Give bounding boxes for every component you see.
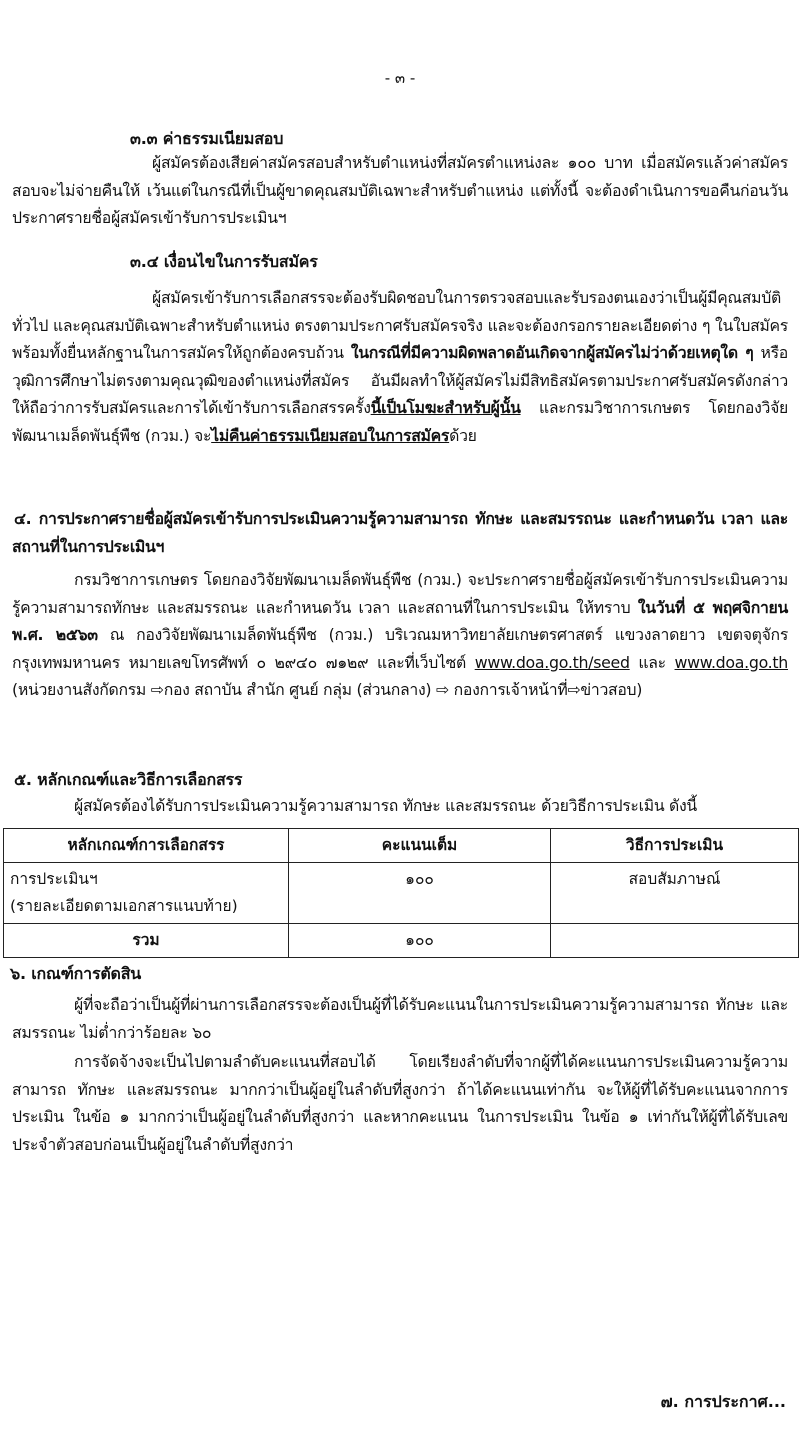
table-row — [4, 863, 799, 924]
link-doa[interactable]: www.doa.go.th — [674, 652, 789, 672]
link-doa-seed[interactable]: www.doa.go.th/seed — [474, 652, 630, 672]
section-3-4-text: ผู้สมัครเข้ารับการเลือกสรรจะต้องรับผิดชอบในการตรวจสอบและรับรองตนเองว่าเป็นผู้มีคุณสมบัติทั่วไป และคุณสมบัติเฉพาะสำหรับตำแหน่ง ตรงตามประกาศรับสมัครจริง และจะต้องกรอกรายละเอียดต่าง ๆ ในใบสมัคร พร้อมทั้งยื่นหลักฐานในการสมัครให้ถูกต้องครบถ้วน ในกรณีที่มีความผิดพลาดอันเกิดจากผู้สมัครไม่ว่าด้วยเหตุใด ๆ หรือวุฒิการศึกษาไม่ตรงตามคุณวุฒิของตำแหน่งที่สมัคร อันมีผลทำให้ผู้สมัครไม่มีสิทธิสมัครตามประกาศรับสมัครดังกล่าว ให้ถือว่าการรับสมัครและการได้เข้ารับการเลือกสรรครั้งนี้เป็นโมฆะสำหรับผู้นั้น และกรมวิชาการเกษตร โดยกองวิจัยพัฒนาเมล็ดพันธุ์พืช (กวม.) จะไม่คืนค่าธรรมเนียมสอบในการสมัครด้วย — [12, 288, 788, 445]
table-cell-score: ๑๐๐ — [289, 863, 551, 924]
table-cell-criteria: การประเมินฯ (รายละเอียดตามเอกสารแนบท้าย) — [4, 863, 289, 924]
section-3-3-heading: ๓.๓ ค่าธรรมเนียมสอบ — [130, 129, 284, 148]
next-section-continuation: ๗. การประกาศ... — [660, 1392, 786, 1411]
table-total-row — [4, 924, 799, 958]
section-3-3-text: ผู้สมัครต้องเสียค่าสมัครสอบสำหรับตำแหน่งที่สมัครตำแหน่งละ ๑๐๐ บาท เมื่อสมัครแล้วค่าสมัครสอบจะไม่จ่ายคืนให้ เว้นแต่ในกรณีที่เป็นผู้ขาดคุณสมบัติเฉพาะสำหรับตำแหน่ง แต่ทั้งนี้ จะต้องดำเนินการขอคืนก่อนวันประกาศรายชื่อผู้สมัครเข้ารับการประเมินฯ — [12, 153, 788, 227]
arrow-right-icon: ⇨ — [150, 680, 164, 699]
table-cell-method: สอบสัมภาษณ์ — [551, 863, 799, 924]
section-5-heading: ๕. หลักเกณฑ์และวิธีการเลือกสรร — [14, 770, 243, 789]
section-5-text: ผู้สมัครต้องได้รับการประเมินความรู้ความสามารถ ทักษะ และสมรรถนะ ด้วยวิธีการประเมิน ดังนี้ — [74, 796, 697, 815]
page-number: - ๓ - — [384, 69, 416, 87]
section-4-text: กรมวิชาการเกษตร โดยกองวิจัยพัฒนาเมล็ดพันธุ์พืช (กวม.) จะประกาศรายชื่อผู้สมัครเข้ารับการประเมินความรู้ความสามารถทักษะ และสมรรถนะ และกำหนดวัน เวลา และสถานที่ในการประเมิน ให้ทราบ ในวันที่ ๕ พฤศจิกายน พ.ศ. ๒๕๖๓ ณ กองวิจัยพัฒนาเมล็ดพันธุ์พืช (กวม.) บริเวณมหาวิทยาลัยเกษตรศาสตร์ แขวงลาดยาว เขตจตุจักร กรุงเทพมหานคร หมายเลขโทรศัพท์ ๐ ๒๙๔๐ ๗๑๒๙ และที่เว็บไซต์ www.doa.go.th/seed และ www.doa.go.th (หน่วยงานสังกัดกรม ⇨กอง สถาบัน สำนัก ศูนย์ กลุ่ม (ส่วนกลาง) ⇨ กองการเจ้าหน้าที่⇨ข่าวสอบ) — [12, 570, 789, 699]
section-3-4-heading: ๓.๔ เงื่อนไขในการรับสมัคร — [130, 252, 318, 271]
section-6-heading: ๖. เกณฑ์การตัดสิน — [10, 964, 142, 983]
arrow-right-icon: ⇨ — [567, 680, 581, 699]
section-4-heading: ๔. การประกาศรายชื่อผู้สมัครเข้ารับการประเมินความรู้ความสามารถ ทักษะ และสมรรถนะ และกำหนดวัน เวลา และสถานที่ในการประเมินฯ — [12, 509, 788, 556]
table-header: คะแนนเต็ม — [289, 829, 551, 863]
table-cell-total-score: ๑๐๐ — [289, 924, 551, 958]
criteria-table — [3, 828, 799, 958]
section-6-text-2: การจัดจ้างจะเป็นไปตามลำดับคะแนนที่สอบได้ โดยเรียงลำดับที่จากผู้ที่ได้คะแนนการประเมินความรู้ความสามารถ ทักษะ และสมรรถนะ มากกว่าเป็นผู้อยู่ในลำดับที่สูงกว่า ถ้าได้คะแนนเท่ากัน จะให้ผู้ที่ได้รับคะแนนจากการประเมิน ในข้อ ๑ มากกว่าเป็นผู้อยู่ในลำดับที่สูงกว่า และหากคะแนน ในการประเมิน ในข้อ ๑ เท่ากันให้ผู้ที่ได้รับเลขประจำตัวสอบก่อนเป็นผู้อยู่ในลำดับที่สูงกว่า — [12, 1052, 788, 1154]
table-header-row — [4, 829, 799, 863]
section-6-text-1: ผู้ที่จะถือว่าเป็นผู้ที่ผ่านการเลือกสรรจะต้องเป็นผู้ที่ได้รับคะแนนในการประเมินความรู้ความสามารถ ทักษะ และสมรรถนะ ไม่ต่ำกว่าร้อยละ ๖๐ — [12, 995, 788, 1042]
table-cell-total-label: รวม — [4, 924, 289, 958]
table-cell-total-method — [551, 924, 799, 958]
table-header: วิธีการประเมิน — [551, 829, 799, 863]
table-header: หลักเกณฑ์การเลือกสรร — [4, 829, 289, 863]
arrow-right-icon: ⇨ — [435, 680, 449, 699]
